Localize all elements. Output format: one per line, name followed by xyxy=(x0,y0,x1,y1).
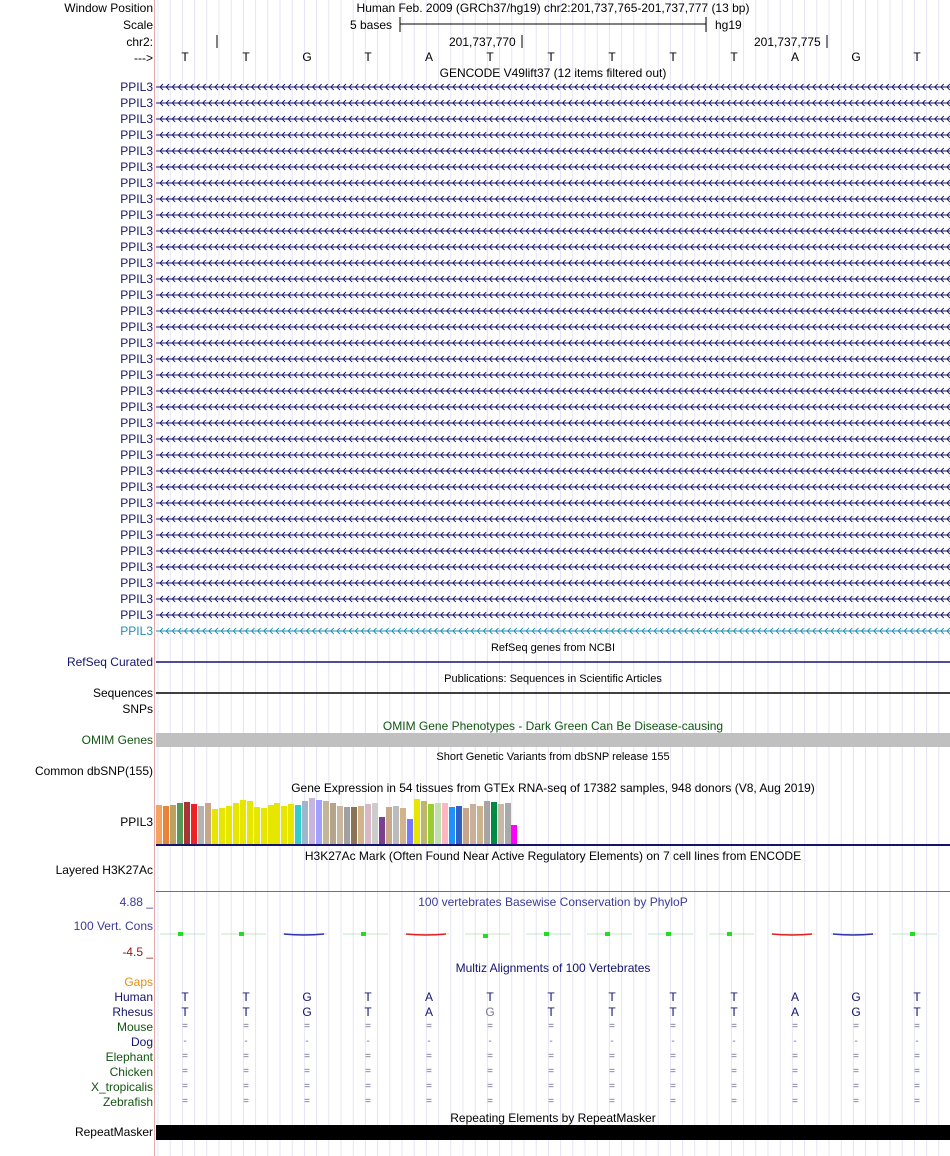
aligned-base: = xyxy=(548,1051,554,1062)
reference-base: T xyxy=(608,50,616,64)
aligned-base: = xyxy=(304,1066,310,1077)
gtex-track-label[interactable]: PPIL3 xyxy=(120,815,153,829)
multiz-species-label[interactable]: Dog xyxy=(130,1035,153,1049)
aligned-base: G xyxy=(485,1005,495,1019)
gencode-gene-label[interactable]: PPIL3 xyxy=(120,544,153,558)
gencode-transcript[interactable] xyxy=(156,164,950,170)
aligned-base: = xyxy=(670,1066,676,1077)
aligned-base: - xyxy=(366,1036,370,1047)
gencode-gene-label[interactable]: PPIL3 xyxy=(120,608,153,622)
reference-base: T xyxy=(364,50,372,64)
gencode-gene-label[interactable]: PPIL3 xyxy=(120,512,153,526)
aligned-base: - xyxy=(549,1036,553,1047)
aligned-base: = xyxy=(609,1051,615,1062)
aligned-base: G xyxy=(851,1005,861,1019)
phylop-mark xyxy=(526,932,571,936)
phylop-track-label[interactable]: 100 Vert. Cons xyxy=(73,919,153,933)
phylop-mark xyxy=(831,934,876,935)
aligned-base: A xyxy=(790,1005,799,1019)
aligned-base: = xyxy=(914,1021,920,1032)
gencode-transcript[interactable] xyxy=(156,596,950,602)
aligned-base: = xyxy=(304,1096,310,1107)
aligned-base: = xyxy=(487,1066,493,1077)
aligned-base: - xyxy=(183,1036,187,1047)
aligned-base: A xyxy=(790,990,799,1004)
aligned-base: = xyxy=(670,1096,676,1107)
gencode-transcript[interactable] xyxy=(156,548,950,554)
gencode-gene-label[interactable]: PPIL3 xyxy=(120,480,153,494)
aligned-base: = xyxy=(243,1096,249,1107)
gencode-gene-label[interactable]: PPIL3 xyxy=(120,208,153,222)
aligned-base: = xyxy=(243,1081,249,1092)
reference-base: T xyxy=(730,50,738,64)
aligned-base: G xyxy=(302,990,312,1004)
aligned-base: = xyxy=(731,1066,737,1077)
aligned-base: = xyxy=(670,1021,676,1032)
reference-base: T xyxy=(669,50,677,64)
gencode-transcript[interactable] xyxy=(156,452,950,458)
omim-track-label[interactable]: OMIM Genes xyxy=(81,733,153,747)
refseq-track-label[interactable]: RefSeq Curated xyxy=(66,655,153,669)
gencode-transcript[interactable] xyxy=(156,228,950,234)
aligned-base: = xyxy=(792,1051,798,1062)
aligned-base: = xyxy=(182,1081,188,1092)
gencode-gene-label[interactable]: PPIL3 xyxy=(120,432,153,446)
gencode-gene-label[interactable]: PPIL3 xyxy=(120,496,153,510)
gencode-transcript[interactable] xyxy=(156,580,950,586)
ruler-position-1: 201,737,770 xyxy=(449,35,516,49)
aligned-base: = xyxy=(792,1066,798,1077)
gencode-transcript[interactable] xyxy=(156,500,950,506)
snps-track-label[interactable]: SNPs xyxy=(122,702,153,716)
gencode-transcript[interactable] xyxy=(156,532,950,538)
gencode-gene-label[interactable]: PPIL3 xyxy=(120,224,153,238)
gencode-transcript[interactable] xyxy=(156,436,950,442)
reference-base: T xyxy=(486,50,494,64)
aligned-base: - xyxy=(732,1036,736,1047)
gencode-transcript[interactable] xyxy=(156,516,950,522)
aligned-base: = xyxy=(365,1081,371,1092)
gencode-gene-label[interactable]: PPIL3 xyxy=(120,464,153,478)
gencode-transcript[interactable] xyxy=(156,100,950,106)
aligned-base: = xyxy=(426,1021,432,1032)
aligned-base: A xyxy=(424,1005,433,1019)
phylop-score-marks xyxy=(160,932,937,938)
aligned-base: - xyxy=(793,1036,797,1047)
reference-base: T xyxy=(242,50,250,64)
aligned-base: = xyxy=(426,1066,432,1077)
aligned-base: = xyxy=(914,1096,920,1107)
aligned-base: = xyxy=(792,1096,798,1107)
multiz-track-title: Multiz Alignments of 100 Vertebrates xyxy=(455,961,651,975)
gencode-gene-label[interactable]: PPIL3 xyxy=(120,352,153,366)
publications-track-label[interactable]: Sequences xyxy=(92,686,153,700)
phylop-mark xyxy=(221,932,266,936)
h3k27ac-track-label[interactable]: Layered H3K27Ac xyxy=(55,863,153,877)
gencode-gene-label[interactable]: PPIL3 xyxy=(120,272,153,286)
refseq-track-title: RefSeq genes from NCBI xyxy=(490,642,616,654)
gencode-transcript[interactable] xyxy=(156,356,950,362)
reference-base: T xyxy=(181,50,189,64)
multiz-species-label[interactable]: Human xyxy=(114,990,153,1004)
multiz-species-label[interactable]: Elephant xyxy=(105,1050,153,1064)
aligned-base: = xyxy=(609,1066,615,1077)
gencode-transcript[interactable] xyxy=(156,84,950,90)
gencode-transcript[interactable] xyxy=(156,260,950,266)
assembly-position-text: Human Feb. 2009 (GRCh37/hg19) chr2:201,737,765-201,737,777 (13 bp) xyxy=(356,1,750,15)
aligned-base: = xyxy=(304,1081,310,1092)
aligned-base: T xyxy=(547,990,555,1004)
dbsnp-track-title: Short Genetic Variants from dbSNP release 155 xyxy=(436,751,670,763)
aligned-base: T xyxy=(730,990,738,1004)
phylop-mark xyxy=(770,934,815,935)
aligned-base: = xyxy=(304,1021,310,1032)
gencode-gene-label[interactable]: PPIL3 xyxy=(120,416,153,430)
aligned-base: - xyxy=(610,1036,614,1047)
aligned-base: = xyxy=(853,1021,859,1032)
reference-base: A xyxy=(790,50,799,64)
gencode-gene-label[interactable]: PPIL3 xyxy=(120,288,153,302)
dbsnp-track-label[interactable]: Common dbSNP(155) xyxy=(34,764,153,778)
aligned-base: = xyxy=(487,1081,493,1092)
aligned-base: = xyxy=(304,1051,310,1062)
gencode-gene-label[interactable]: PPIL3 xyxy=(120,192,153,206)
gencode-track-title: GENCODE V49lift37 (12 items filtered out) xyxy=(439,66,667,80)
window-position-label: Window Position xyxy=(64,1,153,15)
gencode-gene-label[interactable]: PPIL3 xyxy=(120,624,153,638)
aligned-base: T xyxy=(181,990,189,1004)
gaps-label: Gaps xyxy=(124,975,153,989)
gencode-transcript[interactable] xyxy=(156,404,950,410)
multiz-species-label[interactable]: Zebrafish xyxy=(102,1095,153,1109)
phylop-mark xyxy=(160,932,205,936)
db-text: hg19 xyxy=(715,18,742,32)
phylop-mark xyxy=(648,932,693,936)
gencode-transcript[interactable] xyxy=(156,180,950,186)
aligned-base: T xyxy=(364,1005,372,1019)
aligned-base: = xyxy=(914,1051,920,1062)
aligned-base: = xyxy=(365,1096,371,1107)
publications-track-title: Publications: Sequences in Scientific Articles xyxy=(444,673,662,685)
phylop-track-title: 100 vertebrates Basewise Conservation by PhyloP xyxy=(418,895,688,909)
aligned-base: T xyxy=(608,1005,616,1019)
gencode-gene-label[interactable]: PPIL3 xyxy=(120,160,153,174)
aligned-base: G xyxy=(302,1005,312,1019)
aligned-base: = xyxy=(609,1096,615,1107)
gencode-transcript[interactable] xyxy=(156,420,950,426)
phylop-mark xyxy=(709,932,754,936)
chrom-label: chr2: xyxy=(126,35,153,49)
aligned-base: = xyxy=(365,1021,371,1032)
aligned-base: = xyxy=(487,1096,493,1107)
aligned-base: = xyxy=(731,1096,737,1107)
aligned-base: = xyxy=(609,1081,615,1092)
aligned-base: = xyxy=(792,1021,798,1032)
aligned-base: A xyxy=(424,990,433,1004)
aligned-base: = xyxy=(731,1081,737,1092)
aligned-base: T xyxy=(181,1005,189,1019)
aligned-base: = xyxy=(365,1051,371,1062)
gencode-transcript[interactable] xyxy=(156,116,950,122)
aligned-base: T xyxy=(913,1005,921,1019)
omim-track-title: OMIM Gene Phenotypes - Dark Green Can Be Disease-causing xyxy=(382,719,724,733)
aligned-base: - xyxy=(305,1036,309,1047)
gencode-transcript[interactable] xyxy=(156,276,950,282)
gencode-gene-label[interactable]: PPIL3 xyxy=(120,576,153,590)
gencode-transcript[interactable] xyxy=(156,132,950,138)
aligned-base: G xyxy=(851,990,861,1004)
aligned-base: = xyxy=(182,1066,188,1077)
gencode-gene-label[interactable]: PPIL3 xyxy=(120,176,153,190)
aligned-base: T xyxy=(669,1005,677,1019)
aligned-base: = xyxy=(914,1066,920,1077)
reference-base: A xyxy=(424,50,433,64)
aligned-base: = xyxy=(487,1051,493,1062)
scale-text: 5 bases xyxy=(350,18,393,32)
aligned-base: - xyxy=(427,1036,431,1047)
aligned-base: - xyxy=(915,1036,919,1047)
gencode-transcript[interactable] xyxy=(156,564,950,570)
gencode-gene-label[interactable]: PPIL3 xyxy=(120,96,153,110)
aligned-base: T xyxy=(486,990,494,1004)
aligned-base: T xyxy=(608,990,616,1004)
phylop-max-label: 4.88 _ xyxy=(119,895,153,909)
aligned-base: = xyxy=(548,1081,554,1092)
aligned-base: = xyxy=(365,1066,371,1077)
gencode-transcript[interactable] xyxy=(156,292,950,298)
multiz-species-label[interactable]: X_tropicalis xyxy=(90,1080,153,1094)
aligned-base: T xyxy=(242,990,250,1004)
aligned-base: = xyxy=(731,1051,737,1062)
aligned-base: = xyxy=(914,1081,920,1092)
reference-base: G xyxy=(302,50,312,64)
aligned-base: T xyxy=(547,1005,555,1019)
gencode-gene-label[interactable]: PPIL3 xyxy=(120,336,153,350)
phylop-mark xyxy=(465,934,510,938)
aligned-base: - xyxy=(488,1036,492,1047)
repeatmasker-track-label[interactable]: RepeatMasker xyxy=(74,1125,153,1139)
gencode-gene-label[interactable]: PPIL3 xyxy=(120,320,153,334)
aligned-base: = xyxy=(853,1051,859,1062)
gencode-transcript[interactable] xyxy=(156,212,950,218)
gencode-gene-label[interactable]: PPIL3 xyxy=(120,560,153,574)
aligned-base: = xyxy=(548,1096,554,1107)
gencode-gene-label[interactable]: PPIL3 xyxy=(120,592,153,606)
gencode-transcript[interactable] xyxy=(156,308,950,314)
gencode-gene-label[interactable]: PPIL3 xyxy=(120,368,153,382)
gencode-transcript[interactable] xyxy=(156,196,950,202)
gencode-transcript[interactable] xyxy=(156,324,950,330)
aligned-base: T xyxy=(730,1005,738,1019)
gencode-gene-label[interactable]: PPIL3 xyxy=(120,240,153,254)
aligned-base: = xyxy=(182,1051,188,1062)
aligned-base: = xyxy=(182,1021,188,1032)
gencode-transcript[interactable] xyxy=(156,484,950,490)
reference-base: T xyxy=(547,50,555,64)
gencode-transcript[interactable] xyxy=(156,372,950,378)
aligned-base: = xyxy=(792,1081,798,1092)
phylop-mark xyxy=(892,932,937,936)
aligned-base: = xyxy=(670,1051,676,1062)
aligned-base: = xyxy=(243,1066,249,1077)
aligned-base: = xyxy=(426,1081,432,1092)
gencode-gene-label[interactable]: PPIL3 xyxy=(120,400,153,414)
aligned-base: = xyxy=(853,1081,859,1092)
ruler-position-2: 201,737,775 xyxy=(754,35,821,49)
aligned-base: - xyxy=(671,1036,675,1047)
gencode-gene-label[interactable]: PPIL3 xyxy=(120,448,153,462)
phylop-mark xyxy=(587,932,632,936)
aligned-base: = xyxy=(853,1066,859,1077)
aligned-base: = xyxy=(426,1051,432,1062)
scale-label: Scale xyxy=(122,18,153,32)
reference-base: T xyxy=(913,50,921,64)
phylop-mark xyxy=(404,934,449,935)
gencode-transcript[interactable] xyxy=(156,468,950,474)
aligned-base: = xyxy=(548,1066,554,1077)
aligned-base: = xyxy=(243,1021,249,1032)
gencode-gene-label[interactable]: PPIL3 xyxy=(120,384,153,398)
multiz-species-label[interactable]: Rhesus xyxy=(112,1005,153,1019)
gencode-gene-label[interactable]: PPIL3 xyxy=(120,128,153,142)
gencode-gene-label[interactable]: PPIL3 xyxy=(120,256,153,270)
aligned-base: - xyxy=(854,1036,858,1047)
phylop-min-label: -4.5 _ xyxy=(122,945,153,959)
gencode-gene-label[interactable]: PPIL3 xyxy=(120,144,153,158)
gencode-transcript[interactable] xyxy=(156,244,950,250)
aligned-base: T xyxy=(364,990,372,1004)
strand-label: ---> xyxy=(134,51,153,65)
multiz-species-label[interactable]: Mouse xyxy=(116,1020,153,1034)
gencode-gene-label[interactable]: PPIL3 xyxy=(120,112,153,126)
gencode-gene-label[interactable]: PPIL3 xyxy=(120,528,153,542)
multiz-species-label[interactable]: Chicken xyxy=(109,1065,153,1079)
h3k27ac-track-title: H3K27Ac Mark (Often Found Near Active Regulatory Elements) on 7 cell lines from ENCODE xyxy=(304,849,802,863)
gtex-track-title: Gene Expression in 54 tissues from GTEx RNA-seq of 17382 samples, 948 donors (V8, Aug 2019) xyxy=(291,781,815,795)
gencode-gene-label[interactable]: PPIL3 xyxy=(120,304,153,318)
aligned-base: - xyxy=(244,1036,248,1047)
gencode-gene-label[interactable]: PPIL3 xyxy=(120,80,153,94)
repeatmasker-track-title: Repeating Elements by RepeatMasker xyxy=(450,1111,656,1125)
phylop-mark xyxy=(282,934,327,935)
gencode-transcript[interactable] xyxy=(156,612,950,618)
gencode-transcript[interactable] xyxy=(156,388,950,394)
aligned-base: = xyxy=(182,1096,188,1107)
aligned-base: T xyxy=(242,1005,250,1019)
aligned-base: = xyxy=(487,1021,493,1032)
aligned-base: = xyxy=(243,1051,249,1062)
phylop-mark xyxy=(343,932,388,936)
gencode-transcript[interactable] xyxy=(156,340,950,346)
gencode-transcript[interactable] xyxy=(156,148,950,154)
aligned-base: = xyxy=(853,1096,859,1107)
aligned-base: = xyxy=(609,1021,615,1032)
aligned-base: = xyxy=(426,1096,432,1107)
reference-base: G xyxy=(851,50,861,64)
aligned-base: = xyxy=(670,1081,676,1092)
aligned-base: T xyxy=(669,990,677,1004)
aligned-base: = xyxy=(731,1021,737,1032)
gencode-transcript[interactable] xyxy=(156,628,950,634)
aligned-base: T xyxy=(913,990,921,1004)
aligned-base: = xyxy=(548,1021,554,1032)
